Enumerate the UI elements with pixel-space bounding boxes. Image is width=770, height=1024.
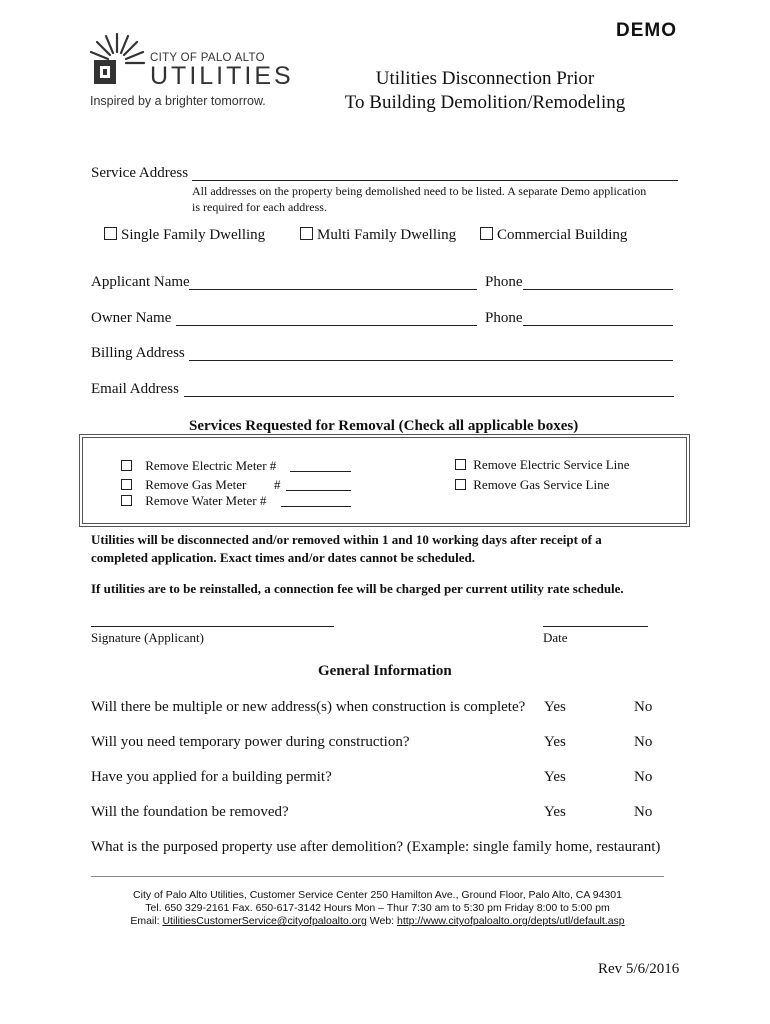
gas-meter-number-field[interactable] <box>286 490 351 491</box>
email-address-label: Email Address <box>91 381 179 397</box>
q1-no-option[interactable]: No <box>634 699 653 715</box>
remove-water-meter[interactable]: Remove Water Meter # <box>121 493 266 509</box>
remove-electric-meter-checkbox[interactable] <box>121 460 132 471</box>
q4-no-option[interactable]: No <box>634 804 653 820</box>
logo-city-name: CITY OF PALO ALTO <box>150 52 265 64</box>
remove-gas-meter[interactable]: Remove Gas Meter <box>121 477 246 493</box>
property-use-field[interactable] <box>91 876 664 877</box>
logo-utilities-name: UTILITIES <box>150 62 294 90</box>
question-temporary-power: Will you need temporary power during construction? <box>91 734 410 750</box>
question-building-permit: Have you applied for a building permit? <box>91 769 332 785</box>
footer-contact: City of Palo Alto Utilities, Customer Service Center 250 Hamilton Ave., Ground Floor, Palo Alto, CA 94301 Tel. 650 329-2161 Fax. 650-617-3142 Hours Mon – Thur 7:30 am to 5:30 pm Friday 8:00 to 5:00 pm Email: UtilitiesCustomerService@cityofpaloalto.org Web: http://www.cityofpaloalto.org/depts/utl/default.asp <box>130 889 625 927</box>
remove-electric-line-checkbox[interactable] <box>455 459 466 470</box>
date-label: Date <box>543 630 568 645</box>
signature-field[interactable] <box>91 626 334 627</box>
electric-meter-number-field[interactable] <box>290 471 351 472</box>
q3-yes-option[interactable]: Yes <box>544 769 566 785</box>
general-info-heading: General Information <box>318 663 452 679</box>
utilities-logo <box>88 28 294 113</box>
owner-name-label: Owner Name <box>91 310 172 326</box>
remove-gas-service-line[interactable]: Remove Gas Service Line <box>455 477 609 493</box>
owner-name-field[interactable] <box>176 325 477 326</box>
owner-phone-field[interactable] <box>523 325 673 326</box>
service-address-label: Service Address <box>91 165 189 181</box>
single-family-checkbox[interactable] <box>104 227 117 240</box>
type-single-family[interactable]: Single Family Dwelling <box>104 227 265 244</box>
billing-address-label: Billing Address <box>91 345 185 361</box>
applicant-name-field[interactable] <box>189 289 477 290</box>
water-meter-number-field[interactable] <box>281 506 351 507</box>
service-address-field[interactable] <box>192 180 678 181</box>
demo-label: DEMO <box>616 20 677 41</box>
signature-label: Signature (Applicant) <box>91 630 204 645</box>
page-title: Utilities Disconnection Prior To Building Demolition/Remodeling <box>344 68 626 113</box>
applicant-phone-label: Phone <box>485 274 523 290</box>
question-property-use: What is the purposed property use after demolition? (Example: single family home, restaurant) <box>91 839 661 855</box>
services-heading: Services Requested for Removal (Check all applicable boxes) <box>189 418 579 434</box>
q1-yes-option[interactable]: Yes <box>544 699 566 715</box>
commercial-checkbox[interactable] <box>480 227 493 240</box>
applicant-name-label: Applicant Name <box>91 274 190 290</box>
remove-water-meter-checkbox[interactable] <box>121 495 132 506</box>
email-address-field[interactable] <box>184 396 674 397</box>
q2-yes-option[interactable]: Yes <box>544 734 566 750</box>
website-link[interactable]: http://www.cityofpaloalto.org/depts/utl/default.asp <box>397 915 625 927</box>
question-new-address: Will there be multiple or new address(s) when construction is complete? <box>91 699 526 715</box>
q4-yes-option[interactable]: Yes <box>544 804 566 820</box>
multi-family-checkbox[interactable] <box>300 227 313 240</box>
remove-gas-line-checkbox[interactable] <box>455 479 466 490</box>
remove-gas-meter-checkbox[interactable] <box>121 479 132 490</box>
question-foundation-removed: Will the foundation be removed? <box>91 804 289 820</box>
gas-meter-hash: # <box>274 477 281 492</box>
revision-label: Rev 5/6/2016 <box>598 961 680 977</box>
email-link[interactable]: UtilitiesCustomerService@cityofpaloalto.org <box>162 915 367 927</box>
q3-no-option[interactable]: No <box>634 769 653 785</box>
owner-phone-label: Phone <box>485 310 523 326</box>
service-address-note: All addresses on the property being demolished need to be listed. A separate Demo application is required for each address. <box>192 184 647 214</box>
sunburst-logo-icon <box>88 30 146 88</box>
remove-electric-meter[interactable]: Remove Electric Meter # <box>121 458 276 474</box>
disconnect-notice: Utilities will be disconnected and/or removed within 1 and 10 working days after receipt of a completed application. Exact times and/or dates cannot be scheduled. <box>91 532 602 565</box>
remove-electric-service-line[interactable]: Remove Electric Service Line <box>455 457 630 473</box>
applicant-phone-field[interactable] <box>523 289 673 290</box>
type-multi-family[interactable]: Multi Family Dwelling <box>300 227 456 244</box>
type-commercial[interactable]: Commercial Building <box>480 227 627 244</box>
reinstall-notice: If utilities are to be reinstalled, a connection fee will be charged per current utility rate schedule. <box>91 581 624 596</box>
q2-no-option[interactable]: No <box>634 734 653 750</box>
billing-address-field[interactable] <box>189 360 673 361</box>
date-field[interactable] <box>543 626 648 627</box>
logo-tagline: Inspired by a brighter tomorrow. <box>90 94 266 108</box>
